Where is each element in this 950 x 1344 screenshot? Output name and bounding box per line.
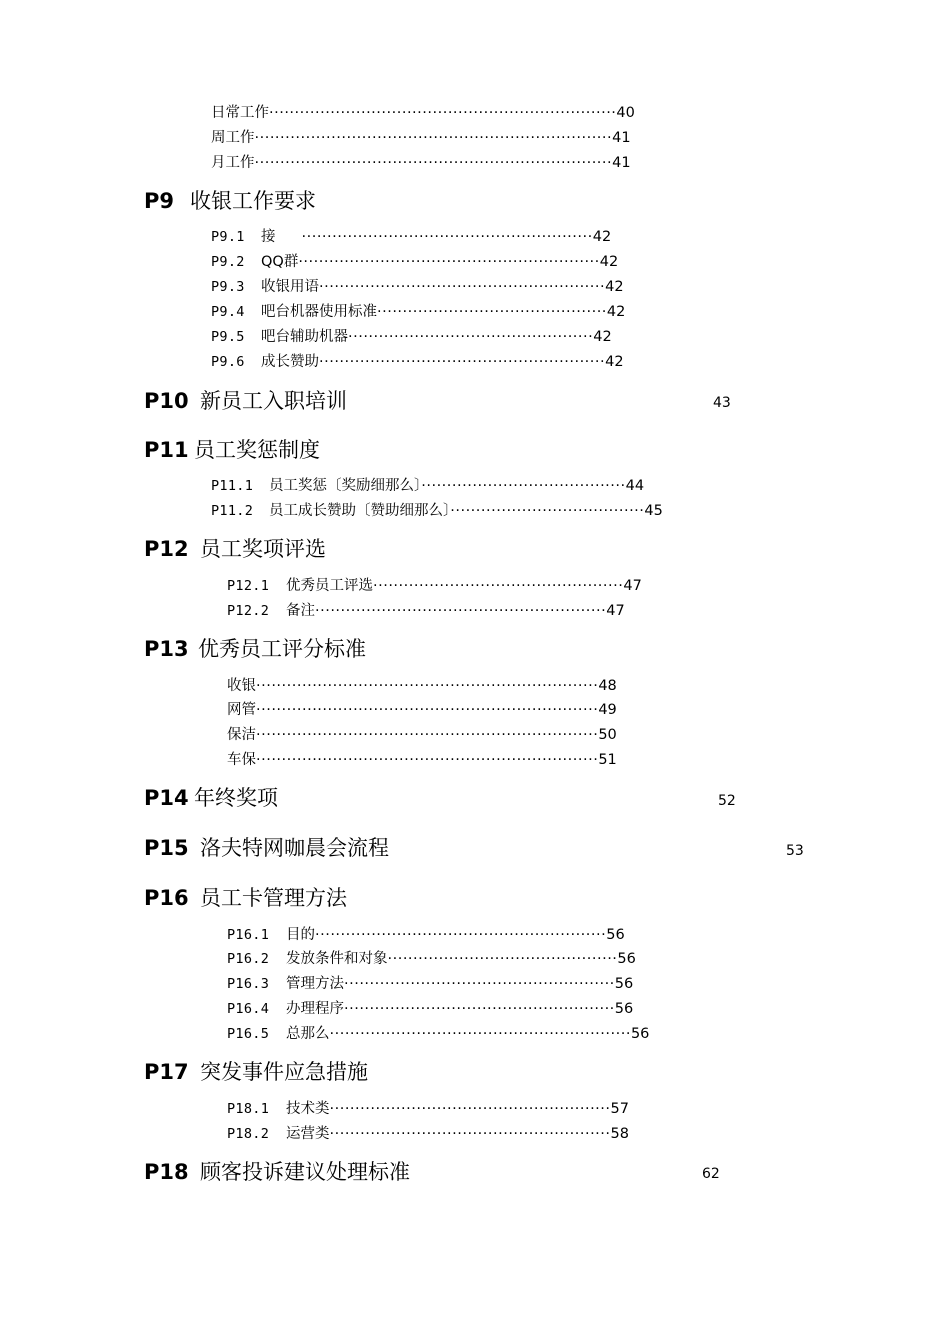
toc-entry-label: 收银 <box>227 678 256 694</box>
toc-entry-label: 优秀员工评选 <box>286 578 373 594</box>
toc-entry[interactable] <box>227 999 727 1019</box>
toc-entry-number: P9.6 <box>211 354 245 370</box>
toc-entry[interactable] <box>227 1124 727 1144</box>
toc-entry-page: 41 <box>612 130 631 146</box>
toc-entry-page: 40 <box>616 105 635 121</box>
toc-entry-page: 42 <box>605 279 624 295</box>
section-heading-p12[interactable] <box>144 536 326 562</box>
toc-entry-page: 42 <box>605 354 624 370</box>
toc-entry-number: P12.2 <box>227 603 270 619</box>
toc-entry-page: 56 <box>606 927 625 943</box>
toc-entry-page: 49 <box>598 702 617 718</box>
section-title: 洛夫特网咖晨会流程 <box>200 836 389 860</box>
dot-leader: ··························································· <box>329 1026 631 1042</box>
toc-entry-number: P16.1 <box>227 927 270 943</box>
toc-entry[interactable] <box>211 153 731 173</box>
toc-entry-label: QQ群 <box>261 254 299 270</box>
dot-leader: ············································· <box>377 304 607 320</box>
toc-entry[interactable] <box>211 128 731 148</box>
toc-entry-label: 成长赞助 <box>261 354 319 370</box>
toc-entry-page: 58 <box>610 1126 629 1142</box>
toc-entry[interactable] <box>211 103 731 123</box>
toc-entry-page: 42 <box>592 229 612 245</box>
section-code: P14 <box>144 786 189 810</box>
dot-leader: ···································································· <box>269 105 617 121</box>
section-title: 突发事件应急措施 <box>200 1060 368 1084</box>
toc-entry-number: P9.3 <box>211 279 245 295</box>
toc-entry-number: P9.1 <box>211 229 245 245</box>
toc-entry-label: 员工奖惩〔奖励细那么〕 <box>269 478 422 494</box>
dot-leader: ······································································ <box>254 155 613 171</box>
toc-entry[interactable] <box>227 676 732 696</box>
toc-entry[interactable] <box>227 974 727 994</box>
toc-entry-number: P16.5 <box>227 1026 270 1042</box>
toc-entry[interactable] <box>227 725 732 745</box>
dot-leader: ··································································· <box>256 678 599 694</box>
toc-entry-number: P9.4 <box>211 304 245 320</box>
toc-entry-number: P16.3 <box>227 976 270 992</box>
toc-entry[interactable] <box>227 1024 742 1044</box>
section-code: P13 <box>144 637 189 661</box>
toc-entry-page: 42 <box>606 304 626 320</box>
toc-entry-page: 44 <box>625 478 645 494</box>
toc-entry-page: 42 <box>599 254 619 270</box>
section-code: P16 <box>144 886 189 910</box>
section-page: 43 <box>713 395 731 411</box>
toc-entry-label: 日常工作 <box>211 105 269 121</box>
dot-leader: ················································· <box>373 578 624 594</box>
toc-entry-label: 吧台辅助机器 <box>261 329 348 345</box>
dot-leader: ··································································· <box>256 752 599 768</box>
toc-entry[interactable] <box>211 327 731 347</box>
toc-entry-label: 收银用语 <box>261 279 319 295</box>
section-heading-p9[interactable] <box>144 188 316 214</box>
toc-entry-label: 总那么 <box>286 1026 330 1042</box>
toc-entry-page: 56 <box>614 976 634 992</box>
section-heading-p17[interactable] <box>144 1059 368 1085</box>
section-code: P15 <box>144 836 189 860</box>
toc-entry-label: 保洁 <box>227 727 256 743</box>
toc-entry-label: 办理程序 <box>286 1001 344 1017</box>
toc-entry-number: P18.2 <box>227 1126 270 1142</box>
section-heading-p14[interactable] <box>144 785 278 811</box>
toc-entry-page: 51 <box>598 752 617 768</box>
section-title: 员工奖惩制度 <box>194 438 320 462</box>
toc-entry-page: 41 <box>612 155 631 171</box>
section-page: 62 <box>702 1166 720 1182</box>
section-heading-p13[interactable] <box>144 636 366 662</box>
dot-leader: ··························································· <box>298 254 600 270</box>
section-title: 年终奖项 <box>194 786 278 810</box>
dot-leader: ························································· <box>301 229 593 245</box>
section-heading-p11[interactable] <box>144 437 320 463</box>
dot-leader: ········································ <box>421 478 626 494</box>
toc-entry[interactable] <box>211 352 731 372</box>
dot-leader: ····················································· <box>344 1001 615 1017</box>
toc-entry-page: 47 <box>623 578 642 594</box>
toc-entry-label: 员工成长赞助〔赞助细那么〕 <box>269 503 451 519</box>
section-title: 优秀员工评分标准 <box>198 637 366 661</box>
toc-entry-page: 56 <box>617 951 636 967</box>
section-title: 新员工入职培训 <box>200 389 347 413</box>
toc-entry-label: 目的 <box>286 927 315 943</box>
section-title: 员工奖项评选 <box>200 537 326 561</box>
toc-entry-label: 吧台机器使用标准 <box>261 304 377 320</box>
section-title: 收银工作要求 <box>190 189 316 213</box>
toc-entry-label: 技术类 <box>286 1101 330 1117</box>
toc-entry-label: 月工作 <box>211 155 255 171</box>
toc-entry-page: 56 <box>630 1026 650 1042</box>
section-code: P18 <box>144 1160 189 1184</box>
toc-entry-label: 接 <box>261 229 276 245</box>
section-heading-p15[interactable] <box>144 835 389 861</box>
section-heading-p10[interactable] <box>144 388 347 414</box>
section-code: P12 <box>144 537 189 561</box>
dot-leader: ······································ <box>450 503 645 519</box>
section-heading-p18[interactable] <box>144 1159 410 1185</box>
toc-entry[interactable] <box>227 949 727 969</box>
toc-entry[interactable] <box>211 476 741 496</box>
toc-entry[interactable] <box>227 576 727 596</box>
toc-entry-number: P9.5 <box>211 329 245 345</box>
dot-leader: ······················································· <box>329 1101 611 1117</box>
dot-leader: ················································ <box>348 329 594 345</box>
section-code: P10 <box>144 389 189 413</box>
toc-entry-page: 45 <box>644 503 663 519</box>
toc-entry[interactable] <box>211 227 721 247</box>
toc-entry-number: P12.1 <box>227 578 270 594</box>
section-page: 53 <box>786 843 804 859</box>
toc-entry[interactable] <box>211 252 731 272</box>
toc-entry-number: P11.2 <box>211 503 254 519</box>
dot-leader: ······································································ <box>254 130 613 146</box>
toc-entry-label: 运营类 <box>286 1126 330 1142</box>
section-title: 顾客投诉建议处理标准 <box>200 1160 410 1184</box>
section-title: 员工卡管理方法 <box>200 886 347 910</box>
dot-leader: ························································· <box>315 927 607 943</box>
toc-entry[interactable] <box>211 501 741 521</box>
dot-leader: ························································ <box>319 354 606 370</box>
section-heading-p16[interactable] <box>144 885 347 911</box>
section-code: P11 <box>144 438 189 462</box>
toc-entry-label: 发放条件和对象 <box>286 951 388 967</box>
toc-entry-label: 管理方法 <box>286 976 344 992</box>
dot-leader: ························································· <box>315 603 607 619</box>
toc-entry[interactable] <box>211 277 731 297</box>
dot-leader: ····················································· <box>344 976 615 992</box>
toc-entry[interactable] <box>227 1099 727 1119</box>
dot-leader: ··································································· <box>256 702 599 718</box>
toc-entry-number: P9.2 <box>211 254 245 270</box>
toc-entry-label: 网管 <box>227 702 256 718</box>
section-code: P17 <box>144 1060 189 1084</box>
toc-entry-page: 56 <box>614 1001 634 1017</box>
toc-entry-page: 57 <box>610 1101 629 1117</box>
toc-entry-page: 42 <box>593 329 612 345</box>
toc-entry[interactable] <box>227 700 732 720</box>
toc-entry-label: 周工作 <box>211 130 255 146</box>
toc-entry-number: P16.4 <box>227 1001 270 1017</box>
toc-entry[interactable] <box>227 750 732 770</box>
toc-entry-number: P16.2 <box>227 951 270 967</box>
dot-leader: ························································ <box>319 279 606 295</box>
toc-entry-number: P18.1 <box>227 1101 270 1117</box>
section-page: 52 <box>718 793 736 809</box>
toc-entry[interactable] <box>227 925 727 945</box>
dot-leader: ······················································· <box>329 1126 611 1142</box>
toc-entry-label: 车保 <box>227 752 256 768</box>
toc-entry-page: 47 <box>606 603 625 619</box>
toc-entry[interactable] <box>227 601 727 621</box>
dot-leader: ············································· <box>387 951 618 967</box>
toc-entry[interactable] <box>211 302 731 322</box>
toc-entry-number: P11.1 <box>211 478 254 494</box>
toc-entry-label: 备注 <box>286 603 315 619</box>
toc-entry-page: 48 <box>598 678 617 694</box>
toc-entry-page: 50 <box>598 727 617 743</box>
section-code: P9 <box>144 189 175 213</box>
dot-leader: ··································································· <box>256 727 599 743</box>
